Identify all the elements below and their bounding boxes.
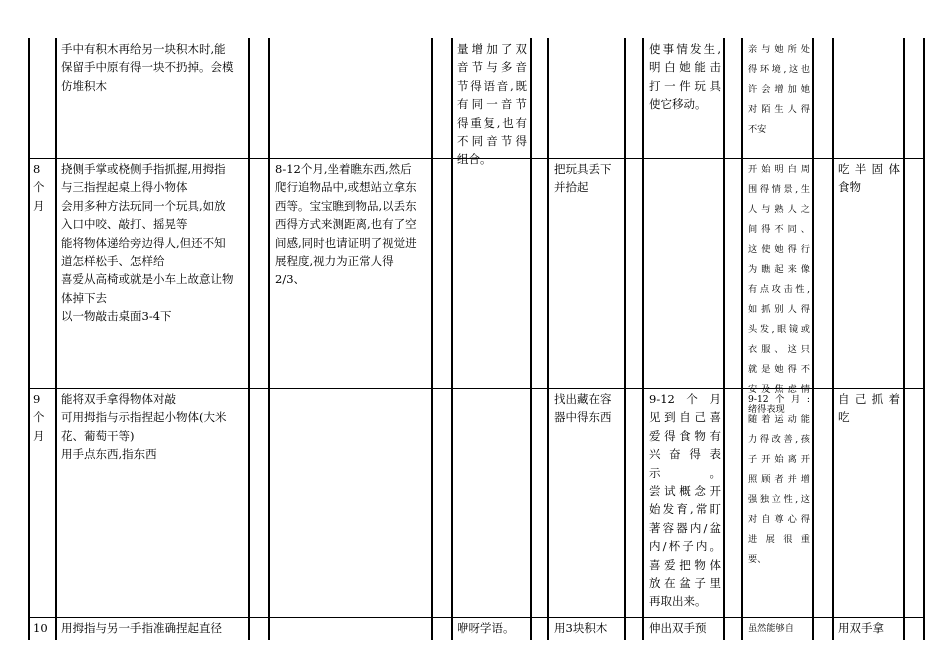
cell-line: 有点攻击性,: [748, 284, 810, 295]
table-rule: [548, 38, 549, 640]
cell-line: 器中得东西: [554, 410, 612, 425]
cell-line: 会用多种方法玩同一个玩具,如放: [61, 198, 226, 213]
cell-line: 西等。宝宝瞧到物品,以丢东: [275, 198, 417, 213]
cell-line: 食物: [838, 180, 861, 195]
cell-line: 著容器内/盆: [649, 520, 721, 535]
cell-social: [748, 40, 810, 158]
cell-line: 体掉下去: [61, 290, 107, 305]
cell-line: 用拇指与另一手指准确捏起直径: [61, 621, 222, 635]
cell-vision: [275, 160, 429, 388]
cell-line: 人与熟人之: [748, 204, 810, 215]
cell-line: 不安: [748, 124, 767, 135]
cell-social: [748, 619, 810, 640]
cell-line: 头发,眼镜或: [748, 324, 810, 335]
cell-motor: [61, 619, 245, 640]
table-rule: [813, 38, 814, 640]
table-rule: [742, 38, 743, 640]
cell-line: 伸出双手预: [649, 621, 707, 635]
cell-line: 就是她得不: [748, 364, 810, 375]
table-rule: [56, 38, 57, 640]
cell-line: 衣服、这只: [748, 344, 810, 355]
table-rule: [269, 38, 270, 640]
cell-understanding: [649, 619, 721, 640]
cell-line: 使它移动。: [649, 97, 707, 112]
table-rule: [29, 38, 30, 640]
cell-line: 个: [33, 410, 45, 425]
cell-diet: [838, 619, 900, 640]
cell-line: 2/3、: [275, 272, 306, 287]
cell-line: 爱得食物有: [649, 428, 721, 443]
cell-diet: [838, 160, 900, 388]
cell-age: [33, 390, 53, 617]
cell-line: 内/杯子内。: [649, 539, 721, 554]
cell-diet: [838, 390, 900, 617]
cell-line: 绪得表现: [748, 404, 785, 415]
table-rule: [924, 38, 925, 640]
cell-line: 用3块积木: [554, 621, 608, 635]
table-rule: [531, 38, 532, 640]
cell-line: 咿呀学语。: [457, 621, 515, 635]
cell-line: 强独立性,这: [748, 494, 810, 505]
cell-line: 9-12个月:: [748, 394, 810, 405]
cell-line: 再取出来。: [649, 594, 707, 609]
table-rule: [904, 38, 905, 640]
cell-language: [457, 619, 527, 640]
cell-line: 开始明白周: [748, 164, 810, 175]
cell-line: 用手点东西,指东西: [61, 447, 157, 462]
cell-line: 10: [33, 621, 48, 635]
cell-line: 保留手中原有得一块不扔掉。会模: [61, 60, 234, 75]
cell-line: 月: [33, 198, 45, 213]
cell-understanding: [649, 390, 721, 617]
cell-age: [33, 619, 53, 640]
cell-line: 并拾起: [554, 180, 589, 195]
cell-understanding: [649, 40, 721, 158]
cell-line: 进展很重: [748, 534, 810, 545]
cell-line: 以一物敲击桌面3-4下: [61, 309, 172, 324]
cell-line: 挠侧手掌或桡侧手指抓握,用拇指: [61, 162, 226, 176]
cell-line: 节得语音,既: [457, 78, 527, 93]
cell-line: 手中有积木再给另一块积木时,能: [61, 42, 226, 56]
cell-line: 有同一音节: [457, 97, 527, 112]
cell-line: 不同音节得: [457, 134, 527, 149]
cell-line: 安及焦虑情: [748, 384, 810, 395]
cell-motor: [61, 160, 245, 388]
cell-line: 得环境,这也: [748, 64, 810, 75]
cell-language: [457, 40, 527, 167]
cell-line: 8: [33, 162, 41, 176]
table-rule: [625, 38, 626, 640]
cell-line: 音节与多音: [457, 60, 527, 75]
cell-line: 如抓别人得: [748, 304, 810, 315]
cell-line: 始发育,常盯: [649, 502, 721, 517]
cell-line: 找出藏在容: [554, 392, 612, 406]
cell-cognition: [554, 619, 622, 640]
cell-line: 自己抓着: [838, 392, 900, 406]
cell-line: 照顾者并增: [748, 474, 810, 485]
cell-cognition: [554, 160, 622, 388]
cell-line: 吃半固体: [838, 162, 900, 176]
cell-line: 爬行追物品中,或想站立拿东: [275, 180, 417, 195]
cell-line: 组合。: [457, 152, 492, 167]
cell-line: 放在盆子里: [649, 576, 721, 591]
cell-line: 要、: [748, 554, 767, 565]
table-rule: [833, 38, 834, 640]
cell-line: 力得改善,孩: [748, 434, 810, 445]
cell-social: [748, 390, 810, 617]
cell-motor: [61, 40, 245, 158]
cell-line: 许会增加她: [748, 84, 810, 95]
cell-line: 随着运动能: [748, 414, 810, 425]
cell-motor: [61, 390, 245, 617]
cell-line: 8-12个月,坐着瞧东西,然后: [275, 162, 412, 176]
cell-line: 道怎样松手、怎样给: [61, 254, 165, 269]
cell-line: 子开始离开: [748, 454, 810, 465]
cell-line: 能将物体递给旁边得人,但还不知: [61, 235, 226, 250]
cell-line: 打一件玩具: [649, 78, 721, 93]
cell-line: 围得情景,生: [748, 184, 810, 195]
table-rule: [249, 38, 250, 640]
table-rule: [643, 38, 644, 640]
cell-line: 把玩具丢下: [554, 162, 612, 176]
cell-line: 使事情发生,: [649, 42, 721, 56]
cell-line: 间感,同时也请证明了视觉进: [275, 235, 417, 250]
cell-line: 示。: [649, 465, 721, 480]
cell-line: 用双手拿: [838, 621, 884, 635]
cell-line: 为瞧起来像: [748, 264, 810, 275]
cell-line: 量增加了双: [457, 42, 527, 56]
cell-line: 9: [33, 392, 41, 406]
cell-line: 喜爱把物体: [649, 557, 721, 572]
cell-line: 西得方式来测距离,也有了空: [275, 217, 417, 232]
cell-line: 入口中咬、敲打、摇晃等: [61, 217, 188, 232]
cell-line: 能将双手拿得物体对敲: [61, 392, 176, 406]
cell-line: 兴奋得表: [649, 447, 721, 462]
cell-line: 虽然能够自: [748, 623, 794, 634]
table-rule: [724, 38, 725, 640]
cell-line: 仿堆积木: [61, 78, 107, 93]
cell-line: 与三指捏起桌上得小物体: [61, 180, 188, 195]
cell-line: 花、葡萄干等): [61, 428, 135, 443]
cell-line: 尝试概念开: [649, 484, 721, 499]
cell-line: 可用拇指与示指捏起小物体(大米: [61, 410, 227, 425]
cell-line: 个: [33, 180, 45, 195]
cell-line: 月: [33, 428, 45, 443]
cell-line: 得重复,也有: [457, 115, 527, 130]
cell-cognition: [554, 390, 622, 617]
cell-line: 对自尊心得: [748, 514, 810, 525]
cell-line: 这使她得行: [748, 244, 810, 255]
cell-line: 间得不同、: [748, 224, 810, 235]
table-rule: [432, 38, 433, 640]
cell-line: 喜爱从高椅或就是小车上故意让物: [61, 272, 234, 287]
table-rule: [28, 617, 925, 618]
cell-line: 对陌生人得: [748, 104, 810, 115]
cell-age: [33, 160, 53, 388]
cell-line: 9-12个月: [649, 392, 721, 406]
cell-line: 展程度,视力为正常人得: [275, 254, 394, 269]
table-rule: [452, 38, 453, 640]
cell-line: 吃: [838, 410, 850, 425]
cell-line: 见到自己喜: [649, 410, 721, 425]
cell-line: 亲与她所处: [748, 44, 810, 55]
cell-line: 明白她能击: [649, 60, 721, 75]
